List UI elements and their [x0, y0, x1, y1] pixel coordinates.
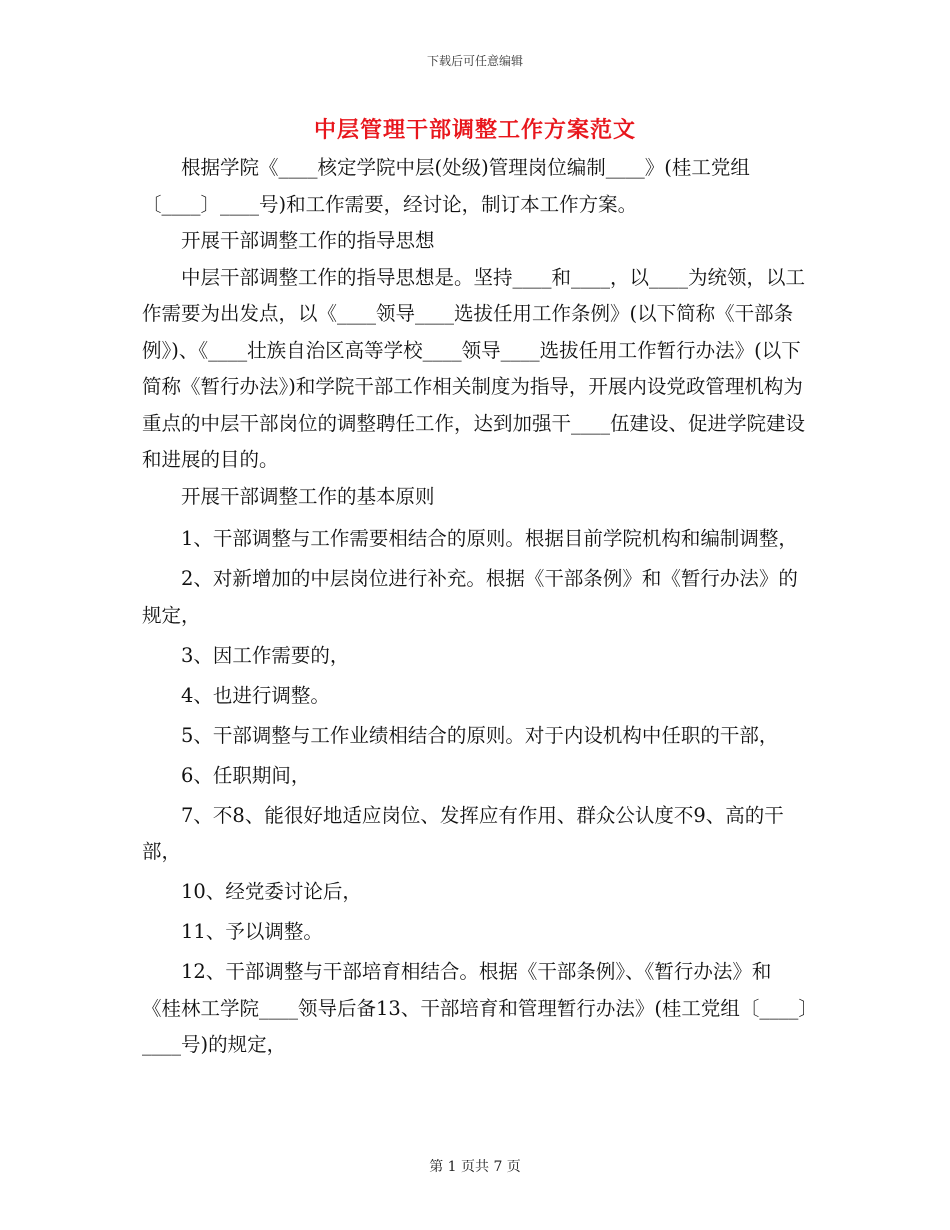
document-title: 中层管理干部调整工作方案范文 — [313, 117, 636, 143]
list-item: 12、干部调整与干部培育相结合。根据《干部条例》、《暂行办法》和《桂林工学院____领导后备13、干部培育和管理暂行办法》(桂工党组〔____〕____号)的规定， — [142, 960, 809, 1056]
document-body — [142, 150, 810, 1067]
page-header: 下载后可任意编辑 — [426, 54, 523, 68]
paragraph-intro: 根据学院《____核定学院中层(处级)管理岗位编制____》(桂工党组〔____〕____号)和工作需要，经讨论，制订本工作方案。 — [142, 156, 750, 216]
list-item: 1、干部调整与工作需要相结合的原则。根据目前学院机构和编制调整， — [181, 527, 798, 550]
list-item: 2、对新增加的中层岗位进行补充。根据《干部条例》和《暂行办法》的规定， — [142, 567, 798, 627]
list-item: 3、因工作需要的， — [181, 643, 350, 667]
list-item: 7、不8、能很好地适应岗位、发挥应有作用、群众公认度不9、高的干部， — [142, 803, 784, 863]
heading-basic-principles: 开展干部调整工作的基本原则 — [181, 484, 435, 508]
list-item: 11、予以调整。 — [181, 920, 323, 943]
paragraph-guiding-thought: 中层干部调整工作的指导思想是。坚持____和____，以____为统领，以工作需要为出发点，以《____领导____选拔任用工作条例》(以下简称《干部条例》)、《____壮族自治区高等学校____领导____选拔任用工作暂行办法》(以下简称《暂行办法》)和学院干部工作相关制度为指导，开展内设党政管理机构为重点的中层干部岗位的调整聘任工作，达到加强干____伍建设、促进学院建设和进展的目的。 — [142, 265, 806, 471]
list-item: 6、任职期间， — [181, 763, 311, 787]
list-item: 5、干部调整与工作业绩相结合的原则。对于内设机构中任职的干部， — [181, 723, 779, 747]
list-item: 4、也进行调整。 — [181, 683, 330, 707]
list-item: 10、经党委讨论后， — [181, 880, 362, 903]
heading-guiding-thought: 开展干部调整工作的指导思想 — [181, 229, 435, 252]
page-footer: 第 1 页共 7 页 — [429, 1159, 521, 1175]
